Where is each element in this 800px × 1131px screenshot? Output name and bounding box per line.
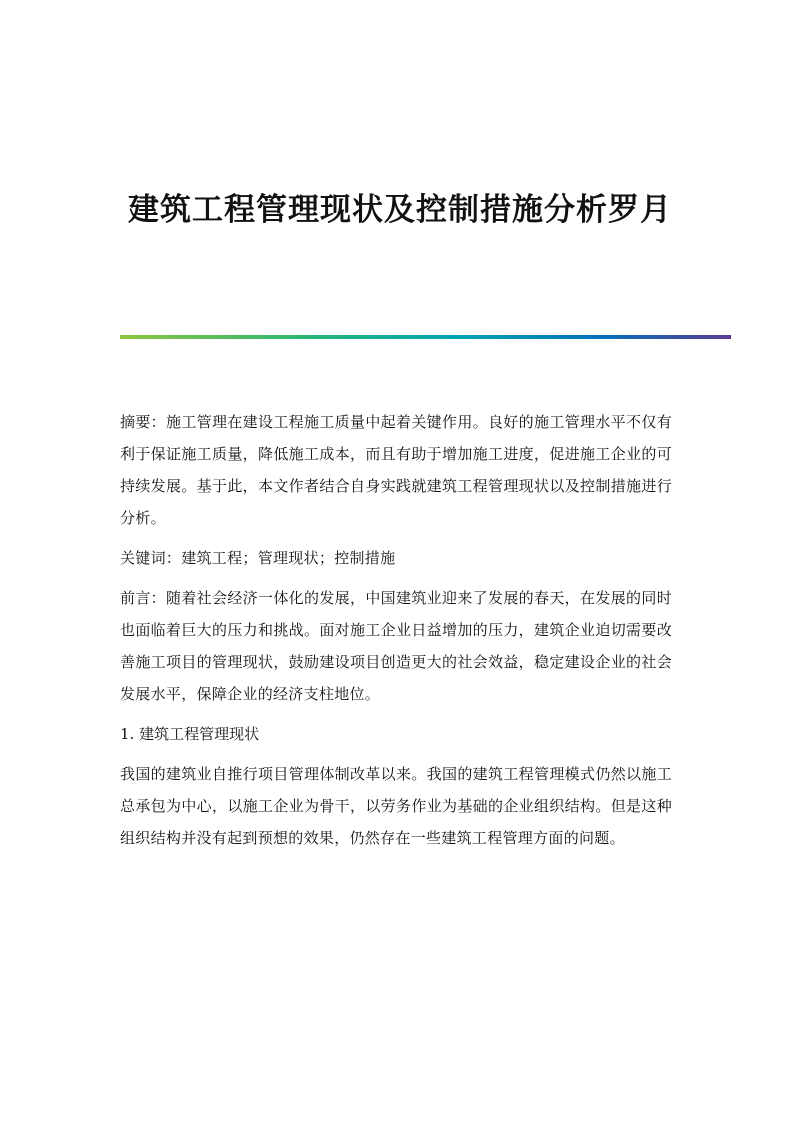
document-body — [120, 406, 672, 862]
gradient-divider — [120, 335, 731, 339]
section-paragraph: 我国的建筑业自推行项目管理体制改革以来。我国的建筑工程管理模式仍然以施工总承包为中心，以施工企业为骨干，以劳务作业为基础的企业组织结构。但是这种组织结构并没有起到预想的效果，仍然存在一些建筑工程管理方面的问题。 — [120, 765, 672, 847]
keywords-paragraph: 关键词：建筑工程；管理现状；控制措施 — [120, 549, 396, 567]
document-title: 建筑工程管理现状及控制措施分析罗月 — [128, 192, 672, 228]
abstract-paragraph: 摘要：施工管理在建设工程施工质量中起着关键作用。良好的施工管理水平不仅有利于保证施工质量，降低施工成本，而且有助于增加施工进度，促进施工企业的可持续发展。基于此，本文作者结合自身实践就建筑工程管理现状以及控制措施进行分析。 — [120, 413, 672, 527]
section-heading: 1. 建筑工程管理现状 — [120, 725, 260, 743]
preface-paragraph: 前言：随着社会经济一体化的发展，中国建筑业迎来了发展的春天，在发展的同时也面临着巨大的压力和挑战。面对施工企业日益增加的压力，建筑企业迫切需要改善施工项目的管理现状，鼓励建设项目创造更大的社会效益，稳定建设企业的社会发展水平，保障企业的经济支柱地位。 — [120, 589, 672, 703]
